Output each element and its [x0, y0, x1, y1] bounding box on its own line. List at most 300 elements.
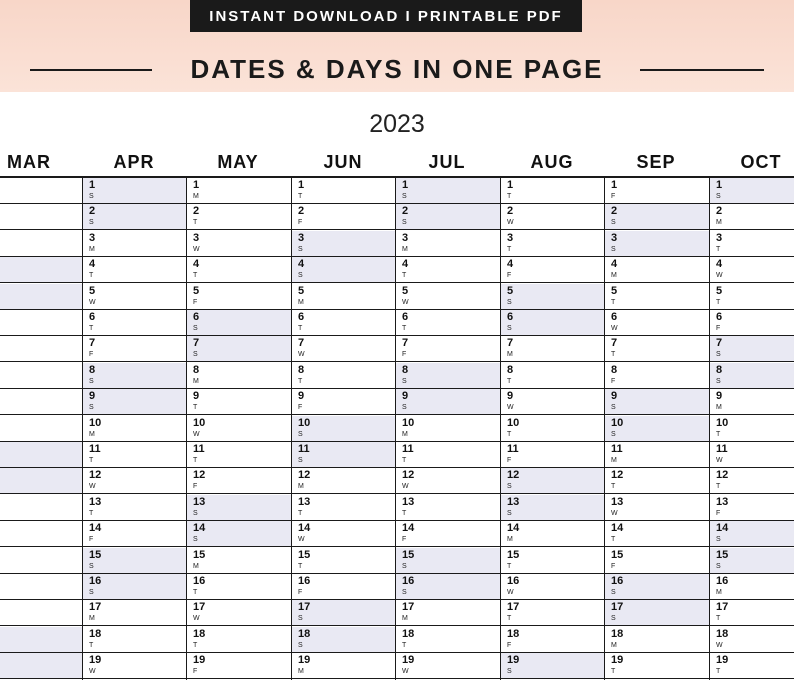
weekday-letter: S [89, 563, 94, 570]
day-number: 16 [507, 575, 520, 587]
day-cell [605, 653, 709, 679]
day-cell [292, 653, 396, 679]
day-number: 19 [507, 654, 520, 666]
weekday-letter: T [298, 193, 303, 200]
day-number: 4 [611, 258, 618, 270]
day-number: 7 [298, 337, 305, 349]
weekday-letter: M [402, 246, 408, 253]
weekday-letter: F [193, 668, 198, 675]
day-number: 12 [89, 469, 102, 481]
day-cell [605, 389, 709, 415]
day-cell [83, 310, 187, 336]
weekday-letter: T [507, 246, 512, 253]
day-number: 1 [298, 179, 305, 191]
day-cell [292, 600, 396, 626]
day-number: 16 [402, 575, 415, 587]
day-number: 10 [507, 417, 520, 429]
day-number: 1 [716, 179, 723, 191]
day-number: 3 [507, 232, 514, 244]
day-number: 7 [611, 337, 618, 349]
day-number: 10 [89, 417, 102, 429]
day-cell [0, 627, 82, 653]
day-cell [292, 336, 396, 362]
day-cell [0, 653, 82, 679]
weekday-letter: S [89, 219, 94, 226]
day-cell [187, 257, 291, 283]
day-number: 15 [298, 549, 311, 561]
day-number: 17 [402, 601, 415, 613]
day-number: 1 [507, 179, 514, 191]
day-cell [83, 336, 187, 362]
day-number: 18 [193, 628, 206, 640]
day-number: 6 [716, 311, 723, 323]
day-cell [605, 548, 709, 574]
day-cell [83, 574, 187, 600]
weekday-letter: F [716, 510, 721, 517]
day-number: 10 [611, 417, 624, 429]
day-number: 16 [298, 575, 311, 587]
day-number: 16 [716, 575, 729, 587]
weekday-letter: T [402, 510, 407, 517]
day-cell [396, 416, 500, 442]
day-number: 15 [507, 549, 520, 561]
day-number: 2 [402, 205, 409, 217]
weekday-letter: T [507, 193, 512, 200]
month-header-apr: APR [113, 152, 155, 172]
day-number: 8 [507, 364, 514, 376]
weekday-letter: S [716, 351, 721, 358]
day-cell [0, 284, 82, 310]
day-number: 10 [402, 417, 415, 429]
day-cell [396, 284, 500, 310]
weekday-letter: T [611, 536, 616, 543]
weekday-letter: T [193, 642, 198, 649]
day-cell [187, 416, 291, 442]
weekday-letter: W [402, 668, 409, 675]
day-number: 18 [611, 628, 624, 640]
day-cell [605, 336, 709, 362]
weekday-letter: S [507, 668, 512, 675]
day-cell [187, 600, 291, 626]
day-number: 14 [193, 522, 206, 534]
day-number: 9 [507, 390, 514, 402]
weekday-letter: S [402, 404, 407, 411]
weekday-letter: W [402, 299, 409, 306]
day-number: 3 [611, 232, 618, 244]
day-number: 2 [89, 205, 96, 217]
day-number: 16 [89, 575, 102, 587]
day-number: 16 [611, 575, 624, 587]
day-cell [605, 363, 709, 389]
day-cell [605, 600, 709, 626]
day-number: 17 [89, 601, 102, 613]
day-number: 19 [89, 654, 102, 666]
weekday-letter: F [402, 351, 407, 358]
day-cell [396, 178, 500, 204]
day-cell [83, 653, 187, 679]
weekday-letter: W [193, 431, 200, 438]
day-number: 11 [89, 443, 101, 455]
day-number: 11 [193, 443, 205, 455]
weekday-letter: T [298, 378, 303, 385]
weekday-letter: T [298, 563, 303, 570]
day-cell [605, 178, 709, 204]
day-cell [501, 442, 605, 468]
day-cell [501, 653, 605, 679]
weekday-letter: T [89, 642, 94, 649]
day-cell [501, 495, 605, 521]
weekday-letter: M [193, 378, 199, 385]
day-number: 13 [611, 496, 624, 508]
day-number: 14 [611, 522, 624, 534]
day-cell [501, 548, 605, 574]
day-cell [292, 284, 396, 310]
weekday-letter: S [298, 431, 303, 438]
weekday-letter: T [716, 246, 721, 253]
month-column-jul [395, 178, 500, 680]
day-number: 4 [402, 258, 409, 270]
weekday-letter: M [402, 431, 408, 438]
day-number: 2 [611, 205, 618, 217]
day-cell [292, 627, 396, 653]
day-number: 17 [507, 601, 520, 613]
day-cell [83, 389, 187, 415]
day-number: 15 [193, 549, 206, 561]
weekday-letter: W [507, 589, 514, 596]
day-cell [0, 310, 82, 336]
weekday-letter: S [193, 510, 198, 517]
weekday-letter: S [716, 563, 721, 570]
weekday-letter: M [89, 246, 95, 253]
day-number: 12 [298, 469, 311, 481]
weekday-letter: F [611, 378, 616, 385]
weekday-letter: F [402, 536, 407, 543]
day-number: 11 [402, 443, 414, 455]
day-number: 15 [402, 549, 415, 561]
day-number: 17 [611, 601, 624, 613]
weekday-letter: M [298, 668, 304, 675]
day-number: 8 [611, 364, 618, 376]
month-column-jun [291, 178, 396, 680]
day-cell [396, 468, 500, 494]
weekday-letter: F [716, 325, 721, 332]
promo-badge: INSTANT DOWNLOAD I PRINTABLE PDF [190, 0, 582, 32]
title-rule-left [30, 69, 152, 71]
day-cell [83, 442, 187, 468]
day-number: 19 [611, 654, 624, 666]
day-number: 12 [193, 469, 206, 481]
weekday-letter: T [193, 457, 198, 464]
day-cell [292, 495, 396, 521]
weekday-letter: T [716, 299, 721, 306]
day-cell [710, 336, 794, 362]
weekday-letter: M [716, 589, 722, 596]
weekday-letter: M [611, 642, 617, 649]
day-cell [710, 653, 794, 679]
day-cell [83, 284, 187, 310]
day-cell [396, 627, 500, 653]
page-title: DATES & DAYS IN ONE PAGE [190, 53, 604, 84]
weekday-letter: W [611, 510, 618, 517]
day-cell [605, 204, 709, 230]
day-cell [0, 416, 82, 442]
month-column-apr [82, 178, 187, 680]
day-number: 18 [298, 628, 311, 640]
day-number: 5 [89, 285, 96, 297]
weekday-letter: T [89, 510, 94, 517]
weekday-letter: S [402, 378, 407, 385]
day-cell [0, 257, 82, 283]
month-column-mar [0, 178, 82, 680]
weekday-letter: F [298, 589, 303, 596]
day-cell [396, 389, 500, 415]
day-cell [710, 600, 794, 626]
day-cell [292, 257, 396, 283]
day-number: 4 [507, 258, 514, 270]
day-cell [396, 442, 500, 468]
day-number: 11 [716, 443, 728, 455]
weekday-letter: W [89, 668, 96, 675]
day-number: 12 [611, 469, 624, 481]
day-number: 2 [716, 205, 723, 217]
day-number: 16 [193, 575, 206, 587]
day-cell [501, 627, 605, 653]
day-cell [605, 627, 709, 653]
day-cell [187, 310, 291, 336]
day-number: 11 [611, 443, 623, 455]
weekday-letter: M [89, 431, 95, 438]
day-cell [710, 363, 794, 389]
day-number: 19 [193, 654, 206, 666]
day-number: 6 [193, 311, 200, 323]
day-cell [0, 521, 82, 547]
day-cell [396, 574, 500, 600]
weekday-letter: S [402, 563, 407, 570]
day-number: 8 [193, 364, 200, 376]
weekday-letter: T [402, 325, 407, 332]
day-cell [501, 416, 605, 442]
day-cell [292, 574, 396, 600]
day-cell [396, 336, 500, 362]
day-number: 12 [716, 469, 729, 481]
weekday-letter: T [193, 589, 198, 596]
weekday-letter: F [507, 457, 512, 464]
weekday-letter: T [89, 325, 94, 332]
day-number: 7 [716, 337, 723, 349]
month-header-jun: JUN [323, 152, 363, 172]
day-number: 13 [402, 496, 415, 508]
day-cell [710, 548, 794, 574]
day-number: 13 [298, 496, 311, 508]
day-number: 13 [89, 496, 102, 508]
weekday-letter: T [89, 457, 94, 464]
month-column-sep [604, 178, 709, 680]
day-cell [187, 574, 291, 600]
day-number: 14 [89, 522, 102, 534]
day-number: 7 [402, 337, 409, 349]
day-cell [710, 310, 794, 336]
day-cell [292, 416, 396, 442]
day-number: 8 [716, 364, 723, 376]
day-cell [501, 389, 605, 415]
day-cell [292, 468, 396, 494]
day-number: 5 [716, 285, 723, 297]
day-number: 3 [89, 232, 96, 244]
weekday-letter: S [507, 299, 512, 306]
day-number: 11 [298, 443, 310, 455]
day-cell [710, 178, 794, 204]
weekday-letter: S [402, 193, 407, 200]
day-number: 3 [298, 232, 305, 244]
weekday-letter: M [193, 193, 199, 200]
day-number: 3 [716, 232, 723, 244]
day-cell [187, 653, 291, 679]
day-cell [710, 231, 794, 257]
weekday-letter: S [298, 642, 303, 649]
weekday-letter: T [298, 510, 303, 517]
day-number: 14 [507, 522, 520, 534]
day-cell [292, 310, 396, 336]
day-cell [83, 495, 187, 521]
day-number: 11 [507, 443, 519, 455]
day-cell [292, 204, 396, 230]
day-cell [710, 204, 794, 230]
weekday-letter: S [89, 378, 94, 385]
weekday-letter: M [89, 615, 95, 622]
day-number: 8 [298, 364, 305, 376]
day-cell [501, 178, 605, 204]
weekday-letter: T [716, 615, 721, 622]
day-number: 5 [402, 285, 409, 297]
weekday-letter: S [298, 457, 303, 464]
day-cell [187, 363, 291, 389]
day-number: 4 [298, 258, 305, 270]
day-cell [187, 178, 291, 204]
day-cell [501, 521, 605, 547]
weekday-letter: S [611, 615, 616, 622]
weekday-letter: F [298, 404, 303, 411]
weekday-letter: T [611, 299, 616, 306]
day-cell [710, 574, 794, 600]
day-cell [83, 548, 187, 574]
day-number: 6 [402, 311, 409, 323]
weekday-letter: S [611, 219, 616, 226]
day-number: 19 [298, 654, 311, 666]
day-number: 12 [402, 469, 415, 481]
day-cell [187, 204, 291, 230]
weekday-letter: F [507, 642, 512, 649]
day-number: 9 [89, 390, 96, 402]
day-cell [187, 468, 291, 494]
day-cell [83, 416, 187, 442]
day-cell [0, 574, 82, 600]
day-cell [710, 257, 794, 283]
weekday-letter: S [193, 351, 198, 358]
day-cell [292, 389, 396, 415]
title-rule-right [640, 69, 764, 71]
day-cell [187, 336, 291, 362]
weekday-letter: W [193, 246, 200, 253]
weekday-letter: F [611, 563, 616, 570]
day-number: 4 [716, 258, 723, 270]
weekday-letter: F [611, 193, 616, 200]
month-column-aug [500, 178, 605, 680]
weekday-letter: T [298, 325, 303, 332]
weekday-letter: W [507, 219, 514, 226]
day-cell [292, 231, 396, 257]
weekday-letter: W [611, 325, 618, 332]
weekday-letter: S [611, 246, 616, 253]
weekday-letter: T [507, 563, 512, 570]
day-number: 4 [193, 258, 200, 270]
weekday-letter: T [507, 378, 512, 385]
day-cell [83, 600, 187, 626]
weekday-letter: M [716, 219, 722, 226]
day-cell [605, 284, 709, 310]
day-cell [0, 442, 82, 468]
weekday-letter: W [507, 404, 514, 411]
day-cell [0, 468, 82, 494]
weekday-letter: T [611, 351, 616, 358]
weekday-letter: M [193, 563, 199, 570]
day-number: 1 [193, 179, 200, 191]
weekday-letter: M [611, 272, 617, 279]
weekday-letter: S [716, 193, 721, 200]
day-cell [605, 495, 709, 521]
day-number: 1 [402, 179, 409, 191]
day-cell [187, 548, 291, 574]
day-cell [292, 363, 396, 389]
day-number: 7 [507, 337, 514, 349]
day-number: 3 [402, 232, 409, 244]
day-cell [710, 284, 794, 310]
day-cell [605, 310, 709, 336]
weekday-letter: S [507, 325, 512, 332]
day-number: 10 [716, 417, 729, 429]
day-cell [501, 468, 605, 494]
month-header-mar: MAR [7, 152, 51, 172]
weekday-letter: T [193, 272, 198, 279]
day-cell [501, 363, 605, 389]
day-number: 6 [298, 311, 305, 323]
day-cell [710, 416, 794, 442]
month-header-oct: OCT [740, 152, 782, 172]
weekday-letter: T [402, 642, 407, 649]
day-cell [710, 389, 794, 415]
weekday-letter: F [89, 536, 94, 543]
weekday-letter: S [298, 272, 303, 279]
weekday-letter: F [298, 219, 303, 226]
weekday-letter: S [89, 589, 94, 596]
weekday-letter: W [716, 457, 723, 464]
weekday-letter: M [507, 351, 513, 358]
day-cell [83, 521, 187, 547]
day-number: 3 [193, 232, 200, 244]
day-cell [83, 363, 187, 389]
day-number: 2 [507, 205, 514, 217]
day-number: 4 [89, 258, 96, 270]
day-cell [396, 548, 500, 574]
day-cell [396, 363, 500, 389]
day-number: 5 [193, 285, 200, 297]
day-cell [501, 336, 605, 362]
weekday-letter: M [402, 615, 408, 622]
day-number: 7 [89, 337, 96, 349]
day-cell [605, 574, 709, 600]
day-number: 18 [89, 628, 102, 640]
day-cell [0, 548, 82, 574]
day-cell [0, 178, 82, 204]
